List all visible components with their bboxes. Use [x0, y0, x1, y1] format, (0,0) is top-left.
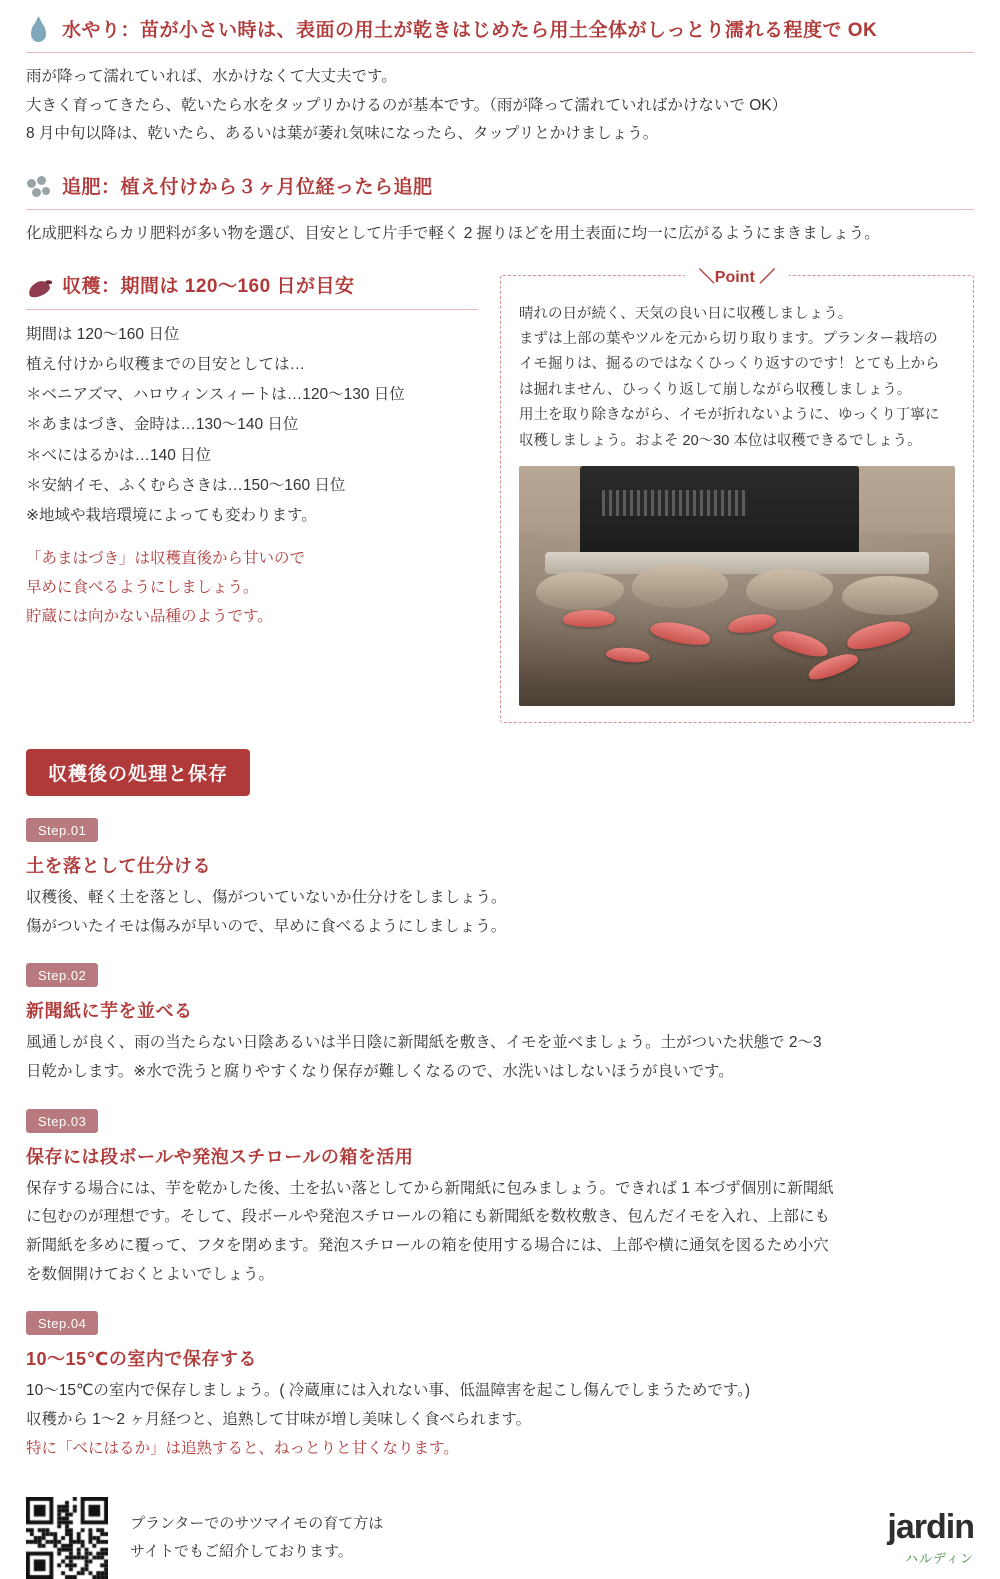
point-text: [519, 302, 955, 454]
step-line: 収穫後、軽く土を落とし、傷がついていないか仕分けをしましょう。: [26, 888, 507, 906]
step-04: [26, 1289, 974, 1463]
step-title: 土を落として仕分ける: [26, 855, 211, 876]
harvest-right-column: [500, 268, 974, 723]
harvest-photo: [519, 466, 955, 706]
step-body: [26, 1377, 974, 1463]
harvest-divider: [26, 309, 478, 310]
watering-body: [26, 63, 974, 149]
harvest-note: [26, 545, 478, 631]
step-01: [26, 796, 974, 941]
harvest-line: 期間は 120〜160 日位: [26, 325, 180, 343]
after-harvest-heading: 収穫後の処理と保存: [26, 749, 250, 796]
watering-title: 水やり：苗が小さい時は、表面の用土が乾きはじめたら用土全体がしっとり濡れる程度で OK: [62, 19, 878, 41]
harvest-header: [26, 275, 478, 301]
step-tag: Step.03: [26, 1109, 98, 1133]
step-title: 新聞紙に芋を並べる: [26, 1001, 193, 1022]
qr-code[interactable]: [26, 1497, 108, 1579]
fertilizer-title: 追肥：植え付けから３ヶ月位経ったら追肥: [62, 176, 433, 198]
harvest-line: 植え付けから収穫までの目安としては…: [26, 355, 306, 373]
point-line: 用土を取り除きながら、イモが折れないように、ゆっくり丁寧に: [519, 407, 940, 424]
section-after-harvest: [26, 723, 974, 1463]
watering-line: 大きく育ってきたら、乾いたら水をタップリかけるのが基本です。（雨が降って濡れていればかけないで OK）: [26, 96, 788, 114]
brand-sub: ハルディン: [905, 1550, 974, 1566]
watering-line: 8 月中旬以降は、乾いたら、あるいは葉が萎れ気味になったら、タップリとかけましょう。: [26, 125, 659, 143]
step-line: 新聞紙を多めに覆って、フタを閉めます。発泡スチロールの箱を使用する場合には、上部や横に通気を図るため小穴: [26, 1236, 829, 1254]
fertilizer-body: [26, 220, 974, 249]
harvest-line: ＊あまはづき、金時は…130〜140 日位: [26, 416, 299, 434]
section-fertilizer: [26, 175, 974, 249]
section-watering: [26, 0, 974, 149]
point-line: 晴れの日が続く、天気の良い日に収穫しましょう。: [519, 305, 853, 322]
harvest-left-column: [26, 275, 478, 632]
harvest-title: 収穫：期間は 120〜160 日が目安: [62, 276, 355, 298]
step-tag: Step.04: [26, 1311, 98, 1335]
step-note: 特に「べにはるか」は追熟すると、ねっとりと甘くなります。: [26, 1439, 459, 1457]
point-line: は掘れません、ひっくり返して崩しながら収穫しましょう。: [519, 381, 912, 398]
harvest-line: ＊べにはるかは…140 日位: [26, 446, 212, 464]
step-tag: Step.01: [26, 818, 98, 842]
step-line: 日乾かします。※水で洗うと腐りやすくなり保存が難しくなるので、水洗いはしないほうが良いです。: [26, 1062, 734, 1080]
sweet-potato-icon: [26, 275, 52, 301]
footer-line: サイトでもご紹介しております。: [130, 1543, 353, 1561]
brand-name: jardin: [887, 1507, 974, 1546]
step-line: 収穫から 1〜2 ヶ月経つと、追熟して甘味が増し美味しく食べられます。: [26, 1410, 532, 1428]
step-line: 傷がついたイモは傷みが早いので、早めに食べるようにしましょう。: [26, 917, 507, 935]
point-box: [500, 268, 974, 723]
step-title: 10〜15℃の室内で保存する: [26, 1349, 257, 1370]
fertilizer-granules-icon: [26, 175, 52, 201]
footer-text: [130, 1510, 865, 1567]
footer: [26, 1497, 974, 1579]
fertilizer-line: 化成肥料ならカリ肥料が多い物を選び、目安として片手で軽く 2 握りほどを用土表面に均一に広がるようにまきましょう。: [26, 225, 880, 243]
water-drop-icon: [26, 18, 52, 44]
watering-header: [26, 18, 974, 44]
step-03: [26, 1087, 974, 1290]
harvest-note-line: 「あまはづき」は収穫直後から甘いので: [26, 550, 306, 568]
fertilizer-divider: [26, 209, 974, 210]
step-line: 風通しが良く、雨の当たらない日陰あるいは半日陰に新聞紙を敷き、イモを並べましょう。土がついた状態で 2〜3: [26, 1034, 822, 1052]
point-line: イモ掘りは、掘るのではなくひっくり返すのです！とても上から: [519, 356, 940, 373]
step-line: 保存する場合には、芋を乾かした後、土を払い落としてから新聞紙に包みましょう。できれば 1 本づず個別に新聞紙: [26, 1179, 834, 1197]
section-harvest: [26, 268, 974, 723]
step-line: に包むのが理想です。そして、段ボールや発泡スチロールの箱にも新聞紙を数枚敷き、包んだイモを入れ、上部にも: [26, 1208, 830, 1226]
point-line: 収穫しましょう。およそ 20〜30 本位は収穫できるでしょう。: [519, 432, 922, 449]
watering-line: 雨が降って濡れていれば、水かけなくて大丈夫です。: [26, 68, 397, 85]
watering-divider: [26, 52, 974, 53]
harvest-line: ※地域や栽培環境によっても変わります。: [26, 507, 317, 524]
harvest-note-line: 早めに食べるようにしましょう。: [26, 578, 259, 596]
point-label: ＼Point ／: [685, 264, 789, 287]
harvest-line: ＊安納イモ、ふくむらさきは…150〜160 日位: [26, 476, 346, 494]
step-tag: Step.02: [26, 963, 98, 987]
step-body: [26, 1175, 974, 1290]
step-body: [26, 1029, 974, 1086]
step-line: 10〜15℃の室内で保存しましょう。( 冷蔵庫には入れない事、低温障害を起こし傷んでしまうためです。): [26, 1382, 751, 1400]
fertilizer-header: [26, 175, 974, 201]
step-title: 保存には段ボールや発泡スチロールの箱を活用: [26, 1146, 414, 1167]
harvest-line: ＊ベニアズマ、ハロウィンスィートは…120〜130 日位: [26, 386, 405, 404]
step-02: [26, 941, 974, 1086]
step-line: を数個開けておくとよいでしょう。: [26, 1265, 275, 1283]
point-line: まずは上部の葉やツルを元から切り取ります。プランター栽培の: [519, 331, 938, 348]
brand-logo: [887, 1507, 974, 1567]
harvest-list: [26, 320, 478, 532]
footer-line: プランターでのサツマイモの育て方は: [130, 1514, 384, 1532]
step-body: [26, 884, 974, 941]
harvest-note-line: 貯蔵には向かない品種のようです。: [26, 607, 273, 625]
